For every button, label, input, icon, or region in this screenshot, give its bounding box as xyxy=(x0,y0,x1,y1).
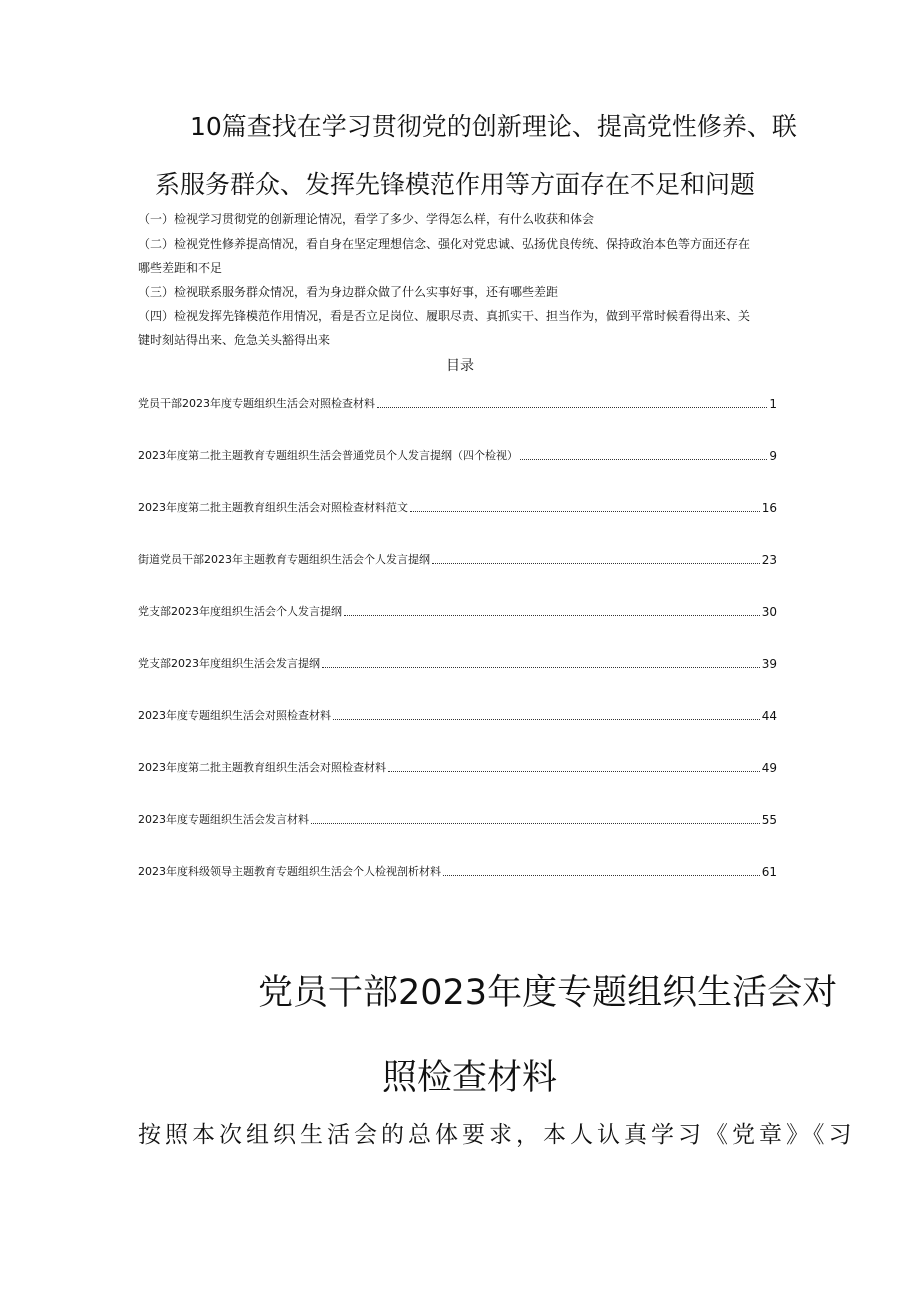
toc-entry[interactable] xyxy=(138,412,777,464)
intro-item-1: （一）检视学习贯彻党的创新理论情况，看学了多少、学得怎么样，有什么收获和体会 xyxy=(138,212,595,226)
toc-entry-title: 2023年度第二批主题教育专题组织生活会普通党员个人发言提纲（四个检视） xyxy=(138,449,518,462)
toc-entry[interactable] xyxy=(138,464,777,516)
toc-entry[interactable] xyxy=(138,724,777,776)
toc-entry-page: 9 xyxy=(769,449,777,463)
toc-leader-dots xyxy=(432,563,760,564)
document-body-paragraph: 按照本次组织生活会的总体要求，本人认真学习《党章》《习 xyxy=(138,1122,856,1148)
intro-item-2-line-1: （二）检视党性修养提高情况，看自身在坚定理想信念、强化对党忠诚、弘扬优良传统、保持政治本色等方面还存在 xyxy=(138,237,751,251)
intro-item-2-line-2: 哪些差距和不足 xyxy=(138,261,223,275)
toc-heading: 目录 xyxy=(446,358,474,374)
toc-entry-page: 49 xyxy=(761,761,777,775)
toc-entry-page: 55 xyxy=(761,813,777,827)
toc-entry-title: 党支部2023年度组织生活会个人发言提纲 xyxy=(138,605,342,618)
intro-item-4-line-1: （四）检视发挥先锋模范作用情况，看是否立足岗位、履职尽责、真抓实干、担当作为，做到平常时候看得出来、关 xyxy=(138,309,751,323)
toc-entry-page: 1 xyxy=(769,397,777,411)
page-title-line-1: 10篇查找在学习贯彻党的创新理论、提高党性修养、联 xyxy=(190,112,797,141)
toc-entry-title: 2023年度第二批主题教育组织生活会对照检查材料 xyxy=(138,761,386,774)
toc-entry[interactable] xyxy=(138,672,777,724)
toc-entry-title: 2023年度专题组织生活会发言材料 xyxy=(138,813,309,826)
toc-entry-title: 2023年度第二批主题教育组织生活会对照检查材料范文 xyxy=(138,501,408,514)
toc-entry-title: 2023年度科级领导主题教育专题组织生活会个人检视剖析材料 xyxy=(138,865,441,878)
toc-entry-page: 23 xyxy=(761,553,777,567)
toc-leader-dots xyxy=(333,719,760,720)
toc-entry-title: 2023年度专题组织生活会对照检查材料 xyxy=(138,709,331,722)
toc-entry-page: 16 xyxy=(761,501,777,515)
toc-leader-dots xyxy=(410,511,760,512)
toc-leader-dots xyxy=(388,771,760,772)
toc-leader-dots xyxy=(520,459,767,460)
toc-entry-title: 党员干部2023年度专题组织生活会对照检查材料 xyxy=(138,397,375,410)
toc-entry[interactable] xyxy=(138,620,777,672)
toc-entry-page: 61 xyxy=(761,865,777,879)
toc-entry[interactable] xyxy=(138,516,777,568)
document-title-line-2: 照检查材料 xyxy=(382,1058,558,1098)
toc-entry-title: 街道党员干部2023年主题教育专题组织生活会个人发言提纲 xyxy=(138,553,430,566)
toc-leader-dots xyxy=(377,407,767,408)
document-title-line-1: 党员干部2023年度专题组织生活会对 xyxy=(258,973,838,1013)
toc-entry-title: 党支部2023年度组织生活会发言提纲 xyxy=(138,657,320,670)
toc-leader-dots xyxy=(344,615,760,616)
page-title-line-2: 系服务群众、发挥先锋模范作用等方面存在不足和问题 xyxy=(155,170,756,199)
toc-entry-page: 44 xyxy=(761,709,777,723)
toc-entry[interactable] xyxy=(138,568,777,620)
table-of-contents xyxy=(138,396,777,880)
intro-item-4-line-2: 键时刻站得出来、危急关头豁得出来 xyxy=(138,333,331,347)
toc-entry-page: 30 xyxy=(761,605,777,619)
toc-entry-page: 39 xyxy=(761,657,777,671)
toc-entry[interactable] xyxy=(138,396,777,412)
intro-item-3: （三）检视联系服务群众情况，看为身边群众做了什么实事好事，还有哪些差距 xyxy=(138,285,559,299)
toc-leader-dots xyxy=(443,875,760,876)
toc-entry[interactable] xyxy=(138,828,777,880)
toc-leader-dots xyxy=(311,823,760,824)
toc-entry[interactable] xyxy=(138,776,777,828)
toc-leader-dots xyxy=(322,667,760,668)
